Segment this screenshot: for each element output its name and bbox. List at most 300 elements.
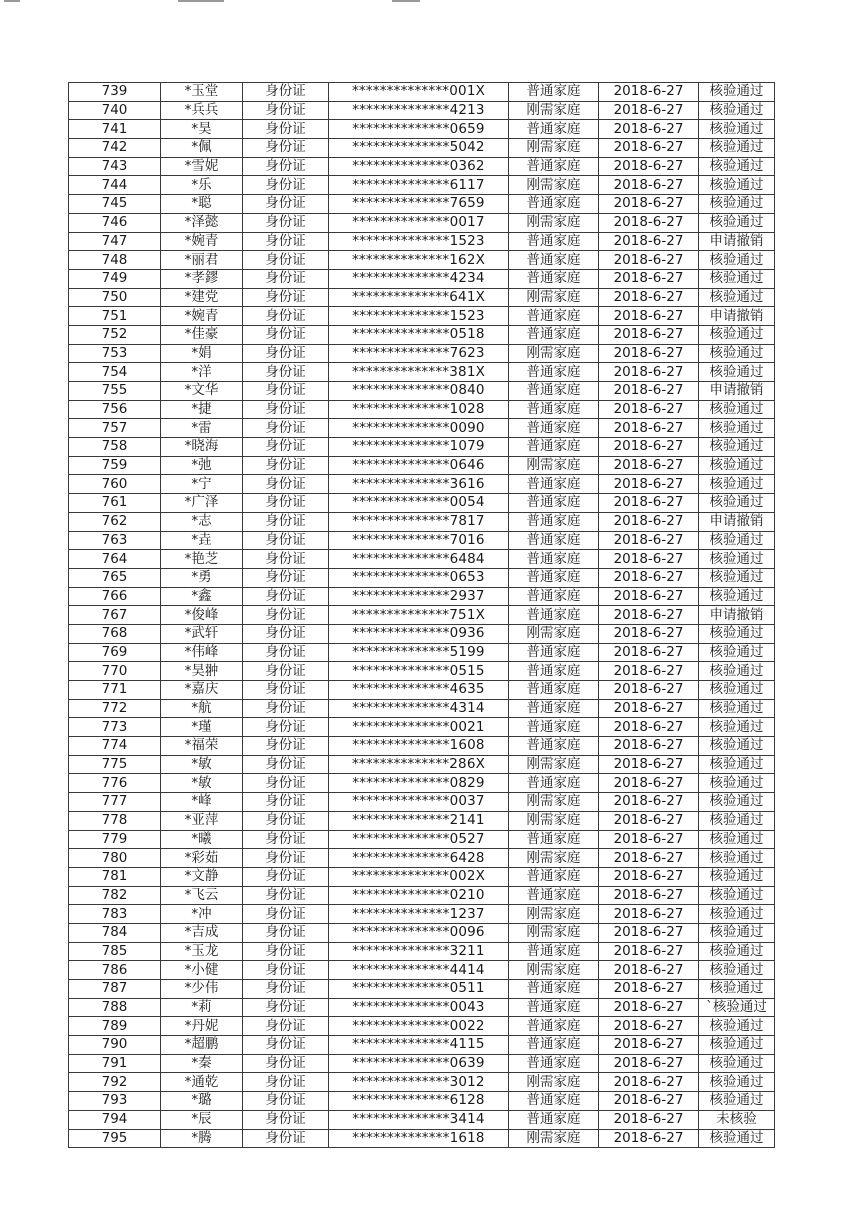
applicant-name-cell: *丹妮 [161,1017,243,1036]
table-row [69,849,775,868]
id-type-cell: 身份证 [243,176,329,195]
table-row [69,737,775,756]
family-category-cell: 普通家庭 [509,867,599,886]
verification-status-cell: `核验通过 [699,998,775,1017]
table-row [69,1036,775,1055]
date-cell: 2018-6-27 [599,512,699,531]
id-type-cell: 身份证 [243,512,329,531]
verification-status-cell: 核验通过 [699,849,775,868]
row-number-cell: 758 [69,438,161,457]
verification-status-cell: 核验通过 [699,438,775,457]
table-row [69,307,775,326]
applicant-name-cell: *玉龙 [161,942,243,961]
date-cell: 2018-6-27 [599,699,699,718]
id-number-cell: **************0653 [329,568,509,587]
table-row [69,643,775,662]
date-cell: 2018-6-27 [599,793,699,812]
row-number-cell: 792 [69,1073,161,1092]
applicant-name-cell: *瑾 [161,718,243,737]
row-number-cell: 778 [69,811,161,830]
id-number-cell: **************0518 [329,325,509,344]
id-type-cell: 身份证 [243,232,329,251]
verification-status-cell: 核验通过 [699,587,775,606]
family-category-cell: 普通家庭 [509,568,599,587]
table-row [69,139,775,158]
family-category-cell: 普通家庭 [509,195,599,214]
verification-status-cell: 核验通过 [699,120,775,139]
applicant-name-cell: *敏 [161,774,243,793]
verification-status-cell: 核验通过 [699,980,775,999]
table-row [69,83,775,102]
id-type-cell: 身份证 [243,587,329,606]
family-category-cell: 普通家庭 [509,606,599,625]
applicant-name-cell: *晓海 [161,438,243,457]
verification-status-cell: 核验通过 [699,1054,775,1073]
family-category-cell: 普通家庭 [509,550,599,569]
id-type-cell: 身份证 [243,923,329,942]
id-type-cell: 身份证 [243,1092,329,1111]
table-row [69,905,775,924]
family-category-cell: 刚需家庭 [509,139,599,158]
id-number-cell: **************1028 [329,400,509,419]
family-category-cell: 刚需家庭 [509,456,599,475]
id-number-cell: **************0527 [329,830,509,849]
family-category-cell: 普通家庭 [509,251,599,270]
id-type-cell: 身份证 [243,980,329,999]
applicant-name-cell: *雪妮 [161,157,243,176]
row-number-cell: 748 [69,251,161,270]
id-number-cell: **************4414 [329,961,509,980]
applicant-name-cell: *亚萍 [161,811,243,830]
id-type-cell: 身份证 [243,400,329,419]
verification-status-cell: 核验通过 [699,176,775,195]
date-cell: 2018-6-27 [599,139,699,158]
table-row [69,624,775,643]
id-type-cell: 身份证 [243,811,329,830]
verification-status-cell: 核验通过 [699,905,775,924]
applicant-name-cell: *文静 [161,867,243,886]
table-row [69,363,775,382]
applicant-name-cell: *志 [161,512,243,531]
row-number-cell: 766 [69,587,161,606]
applicant-name-cell: *彩茹 [161,849,243,868]
table-body [69,83,775,1148]
date-cell: 2018-6-27 [599,1129,699,1148]
verification-status-cell: 核验通过 [699,624,775,643]
family-category-cell: 普通家庭 [509,587,599,606]
id-number-cell: **************0840 [329,382,509,401]
applicant-name-cell: *冲 [161,905,243,924]
verification-status-cell: 核验通过 [699,288,775,307]
family-category-cell: 普通家庭 [509,157,599,176]
id-type-cell: 身份证 [243,681,329,700]
row-number-cell: 771 [69,681,161,700]
row-number-cell: 772 [69,699,161,718]
verification-status-cell: 未核验 [699,1110,775,1129]
row-number-cell: 761 [69,494,161,513]
table-row [69,269,775,288]
applicant-name-cell: *宁 [161,475,243,494]
id-number-cell: **************4635 [329,681,509,700]
row-number-cell: 783 [69,905,161,924]
row-number-cell: 763 [69,531,161,550]
table-row [69,998,775,1017]
date-cell: 2018-6-27 [599,1036,699,1055]
verification-status-cell: 核验通过 [699,344,775,363]
family-category-cell: 普通家庭 [509,1017,599,1036]
verification-status-cell: 核验通过 [699,494,775,513]
row-number-cell: 779 [69,830,161,849]
scan-edge-mark [392,0,420,2]
family-category-cell: 普通家庭 [509,475,599,494]
id-number-cell: **************381X [329,363,509,382]
id-number-cell: **************1523 [329,232,509,251]
row-number-cell: 777 [69,793,161,812]
family-category-cell: 刚需家庭 [509,905,599,924]
id-number-cell: **************751X [329,606,509,625]
id-number-cell: **************0096 [329,923,509,942]
verification-status-cell: 核验通过 [699,1129,775,1148]
id-number-cell: **************0210 [329,886,509,905]
id-number-cell: **************4213 [329,101,509,120]
id-type-cell: 身份证 [243,344,329,363]
id-number-cell: **************2937 [329,587,509,606]
applicant-name-cell: *通乾 [161,1073,243,1092]
applicant-name-cell: *吉成 [161,923,243,942]
table-row [69,568,775,587]
row-number-cell: 785 [69,942,161,961]
verification-status-cell: 核验通过 [699,886,775,905]
family-category-cell: 普通家庭 [509,269,599,288]
applicant-name-cell: *峰 [161,793,243,812]
id-number-cell: **************0022 [329,1017,509,1036]
id-number-cell: **************4314 [329,699,509,718]
applicant-name-cell: *福荣 [161,737,243,756]
id-type-cell: 身份证 [243,475,329,494]
id-number-cell: **************0054 [329,494,509,513]
id-type-cell: 身份证 [243,101,329,120]
applicant-name-cell: *文华 [161,382,243,401]
family-category-cell: 普通家庭 [509,830,599,849]
applicant-name-cell: *伟峰 [161,643,243,662]
id-number-cell: **************1608 [329,737,509,756]
id-type-cell: 身份证 [243,157,329,176]
verification-status-cell: 核验通过 [699,568,775,587]
verification-status-cell: 申请撤销 [699,307,775,326]
id-number-cell: **************0646 [329,456,509,475]
family-category-cell: 普通家庭 [509,1054,599,1073]
verification-status-cell: 核验通过 [699,1017,775,1036]
applicant-name-cell: *超鹏 [161,1036,243,1055]
id-type-cell: 身份证 [243,325,329,344]
scan-edge-mark [4,0,20,2]
table-row [69,550,775,569]
date-cell: 2018-6-27 [599,382,699,401]
applicant-name-cell: *婉青 [161,232,243,251]
row-number-cell: 764 [69,550,161,569]
id-type-cell: 身份证 [243,307,329,326]
row-number-cell: 762 [69,512,161,531]
id-type-cell: 身份证 [243,886,329,905]
row-number-cell: 753 [69,344,161,363]
date-cell: 2018-6-27 [599,1054,699,1073]
applicant-name-cell: *娟 [161,344,243,363]
table-row [69,232,775,251]
date-cell: 2018-6-27 [599,867,699,886]
id-number-cell: **************0829 [329,774,509,793]
id-number-cell: **************1079 [329,438,509,457]
verification-status-cell: 核验通过 [699,662,775,681]
row-number-cell: 744 [69,176,161,195]
applicant-name-cell: *少伟 [161,980,243,999]
table-row [69,699,775,718]
verification-status-cell: 申请撤销 [699,382,775,401]
verification-status-cell: 核验通过 [699,1036,775,1055]
table-row [69,344,775,363]
date-cell: 2018-6-27 [599,681,699,700]
verification-status-cell: 核验通过 [699,363,775,382]
row-number-cell: 787 [69,980,161,999]
id-type-cell: 身份证 [243,830,329,849]
id-type-cell: 身份证 [243,1036,329,1055]
applicant-name-cell: *弛 [161,456,243,475]
applicant-name-cell: *佳豪 [161,325,243,344]
id-type-cell: 身份证 [243,718,329,737]
family-category-cell: 刚需家庭 [509,849,599,868]
id-type-cell: 身份证 [243,662,329,681]
table-row [69,793,775,812]
id-type-cell: 身份证 [243,139,329,158]
row-number-cell: 774 [69,737,161,756]
applicant-name-cell: *泽懿 [161,213,243,232]
table-row [69,1073,775,1092]
date-cell: 2018-6-27 [599,849,699,868]
date-cell: 2018-6-27 [599,774,699,793]
table-row [69,494,775,513]
id-type-cell: 身份证 [243,363,329,382]
applicant-name-cell: *嘉庆 [161,681,243,700]
verification-status-cell: 核验通过 [699,139,775,158]
row-number-cell: 788 [69,998,161,1017]
row-number-cell: 757 [69,419,161,438]
id-type-cell: 身份证 [243,1110,329,1129]
row-number-cell: 759 [69,456,161,475]
applicant-name-cell: *勇 [161,568,243,587]
row-number-cell: 776 [69,774,161,793]
date-cell: 2018-6-27 [599,942,699,961]
id-number-cell: **************4115 [329,1036,509,1055]
verification-status-cell: 核验通过 [699,793,775,812]
family-category-cell: 刚需家庭 [509,176,599,195]
date-cell: 2018-6-27 [599,662,699,681]
applicant-name-cell: *俊峰 [161,606,243,625]
row-number-cell: 742 [69,139,161,158]
table-row [69,1092,775,1111]
id-number-cell: **************0017 [329,213,509,232]
table-row [69,419,775,438]
id-type-cell: 身份证 [243,793,329,812]
table-row [69,120,775,139]
date-cell: 2018-6-27 [599,1092,699,1111]
date-cell: 2018-6-27 [599,980,699,999]
table-row [69,662,775,681]
verification-status-cell: 核验通过 [699,83,775,102]
family-category-cell: 普通家庭 [509,307,599,326]
id-number-cell: **************0639 [329,1054,509,1073]
id-type-cell: 身份证 [243,905,329,924]
id-number-cell: **************7659 [329,195,509,214]
verification-status-cell: 核验通过 [699,157,775,176]
date-cell: 2018-6-27 [599,886,699,905]
id-type-cell: 身份证 [243,624,329,643]
id-number-cell: **************0037 [329,793,509,812]
family-category-cell: 刚需家庭 [509,1073,599,1092]
table-row [69,867,775,886]
family-category-cell: 普通家庭 [509,942,599,961]
date-cell: 2018-6-27 [599,438,699,457]
verification-status-cell: 核验通过 [699,325,775,344]
id-type-cell: 身份证 [243,774,329,793]
table-row [69,251,775,270]
date-cell: 2018-6-27 [599,587,699,606]
id-type-cell: 身份证 [243,1017,329,1036]
table-row [69,942,775,961]
id-number-cell: **************001X [329,83,509,102]
family-category-cell: 普通家庭 [509,886,599,905]
applicant-name-cell: *莉 [161,998,243,1017]
applicant-name-cell: *曦 [161,830,243,849]
table-row [69,774,775,793]
family-category-cell: 普通家庭 [509,494,599,513]
id-type-cell: 身份证 [243,494,329,513]
date-cell: 2018-6-27 [599,643,699,662]
id-number-cell: **************1237 [329,905,509,924]
id-type-cell: 身份证 [243,288,329,307]
row-number-cell: 791 [69,1054,161,1073]
verification-status-cell: 核验通过 [699,269,775,288]
id-number-cell: **************002X [329,867,509,886]
table-row [69,1110,775,1129]
id-type-cell: 身份证 [243,699,329,718]
row-number-cell: 745 [69,195,161,214]
date-cell: 2018-6-27 [599,624,699,643]
id-type-cell: 身份证 [243,213,329,232]
applicant-name-cell: *秦 [161,1054,243,1073]
row-number-cell: 765 [69,568,161,587]
family-category-cell: 普通家庭 [509,400,599,419]
verification-status-cell: 核验通过 [699,400,775,419]
id-number-cell: **************162X [329,251,509,270]
date-cell: 2018-6-27 [599,363,699,382]
applicant-name-cell: *璐 [161,1092,243,1111]
verification-status-cell: 核验通过 [699,830,775,849]
id-number-cell: **************4234 [329,269,509,288]
date-cell: 2018-6-27 [599,101,699,120]
table-row [69,1017,775,1036]
verification-status-cell: 核验通过 [699,681,775,700]
applicant-name-cell: *垚 [161,531,243,550]
family-category-cell: 刚需家庭 [509,624,599,643]
id-type-cell: 身份证 [243,419,329,438]
applicant-name-cell: *洋 [161,363,243,382]
id-number-cell: **************6117 [329,176,509,195]
applicant-name-cell: *敏 [161,755,243,774]
id-type-cell: 身份证 [243,120,329,139]
id-number-cell: **************641X [329,288,509,307]
verification-status-cell: 申请撤销 [699,512,775,531]
id-type-cell: 身份证 [243,195,329,214]
table-row [69,980,775,999]
id-number-cell: **************1523 [329,307,509,326]
row-number-cell: 770 [69,662,161,681]
date-cell: 2018-6-27 [599,83,699,102]
family-category-cell: 普通家庭 [509,1110,599,1129]
id-type-cell: 身份证 [243,942,329,961]
row-number-cell: 739 [69,83,161,102]
id-type-cell: 身份证 [243,1073,329,1092]
id-number-cell: **************0515 [329,662,509,681]
id-type-cell: 身份证 [243,550,329,569]
verification-status-cell: 核验通过 [699,1073,775,1092]
row-number-cell: 741 [69,120,161,139]
row-number-cell: 754 [69,363,161,382]
family-category-cell: 普通家庭 [509,325,599,344]
id-number-cell: **************0936 [329,624,509,643]
family-category-cell: 普通家庭 [509,998,599,1017]
family-category-cell: 普通家庭 [509,232,599,251]
date-cell: 2018-6-27 [599,1073,699,1092]
table-row [69,475,775,494]
family-category-cell: 普通家庭 [509,1036,599,1055]
row-number-cell: 756 [69,400,161,419]
table-row [69,1054,775,1073]
applicant-name-cell: *丽君 [161,251,243,270]
date-cell: 2018-6-27 [599,269,699,288]
verification-status-cell: 核验通过 [699,961,775,980]
table-row [69,755,775,774]
verification-status-cell: 申请撤销 [699,232,775,251]
family-category-cell: 刚需家庭 [509,793,599,812]
applicant-name-cell: *艳芝 [161,550,243,569]
applicant-name-cell: *聪 [161,195,243,214]
date-cell: 2018-6-27 [599,568,699,587]
table-row [69,176,775,195]
id-number-cell: **************3414 [329,1110,509,1129]
row-number-cell: 767 [69,606,161,625]
id-number-cell: **************7016 [329,531,509,550]
date-cell: 2018-6-27 [599,1110,699,1129]
row-number-cell: 775 [69,755,161,774]
id-number-cell: **************0090 [329,419,509,438]
verification-status-cell: 核验通过 [699,755,775,774]
applicant-name-cell: *昊翀 [161,662,243,681]
row-number-cell: 769 [69,643,161,662]
id-type-cell: 身份证 [243,643,329,662]
applicant-name-cell: *婉青 [161,307,243,326]
family-category-cell: 普通家庭 [509,681,599,700]
date-cell: 2018-6-27 [599,325,699,344]
applicant-name-cell: *腾 [161,1129,243,1148]
family-category-cell: 普通家庭 [509,419,599,438]
verification-status-cell: 核验通过 [699,811,775,830]
id-type-cell: 身份证 [243,961,329,980]
applicant-name-cell: *雷 [161,419,243,438]
id-type-cell: 身份证 [243,568,329,587]
row-number-cell: 750 [69,288,161,307]
verification-status-cell: 核验通过 [699,643,775,662]
id-number-cell: **************0043 [329,998,509,1017]
family-category-cell: 刚需家庭 [509,344,599,363]
